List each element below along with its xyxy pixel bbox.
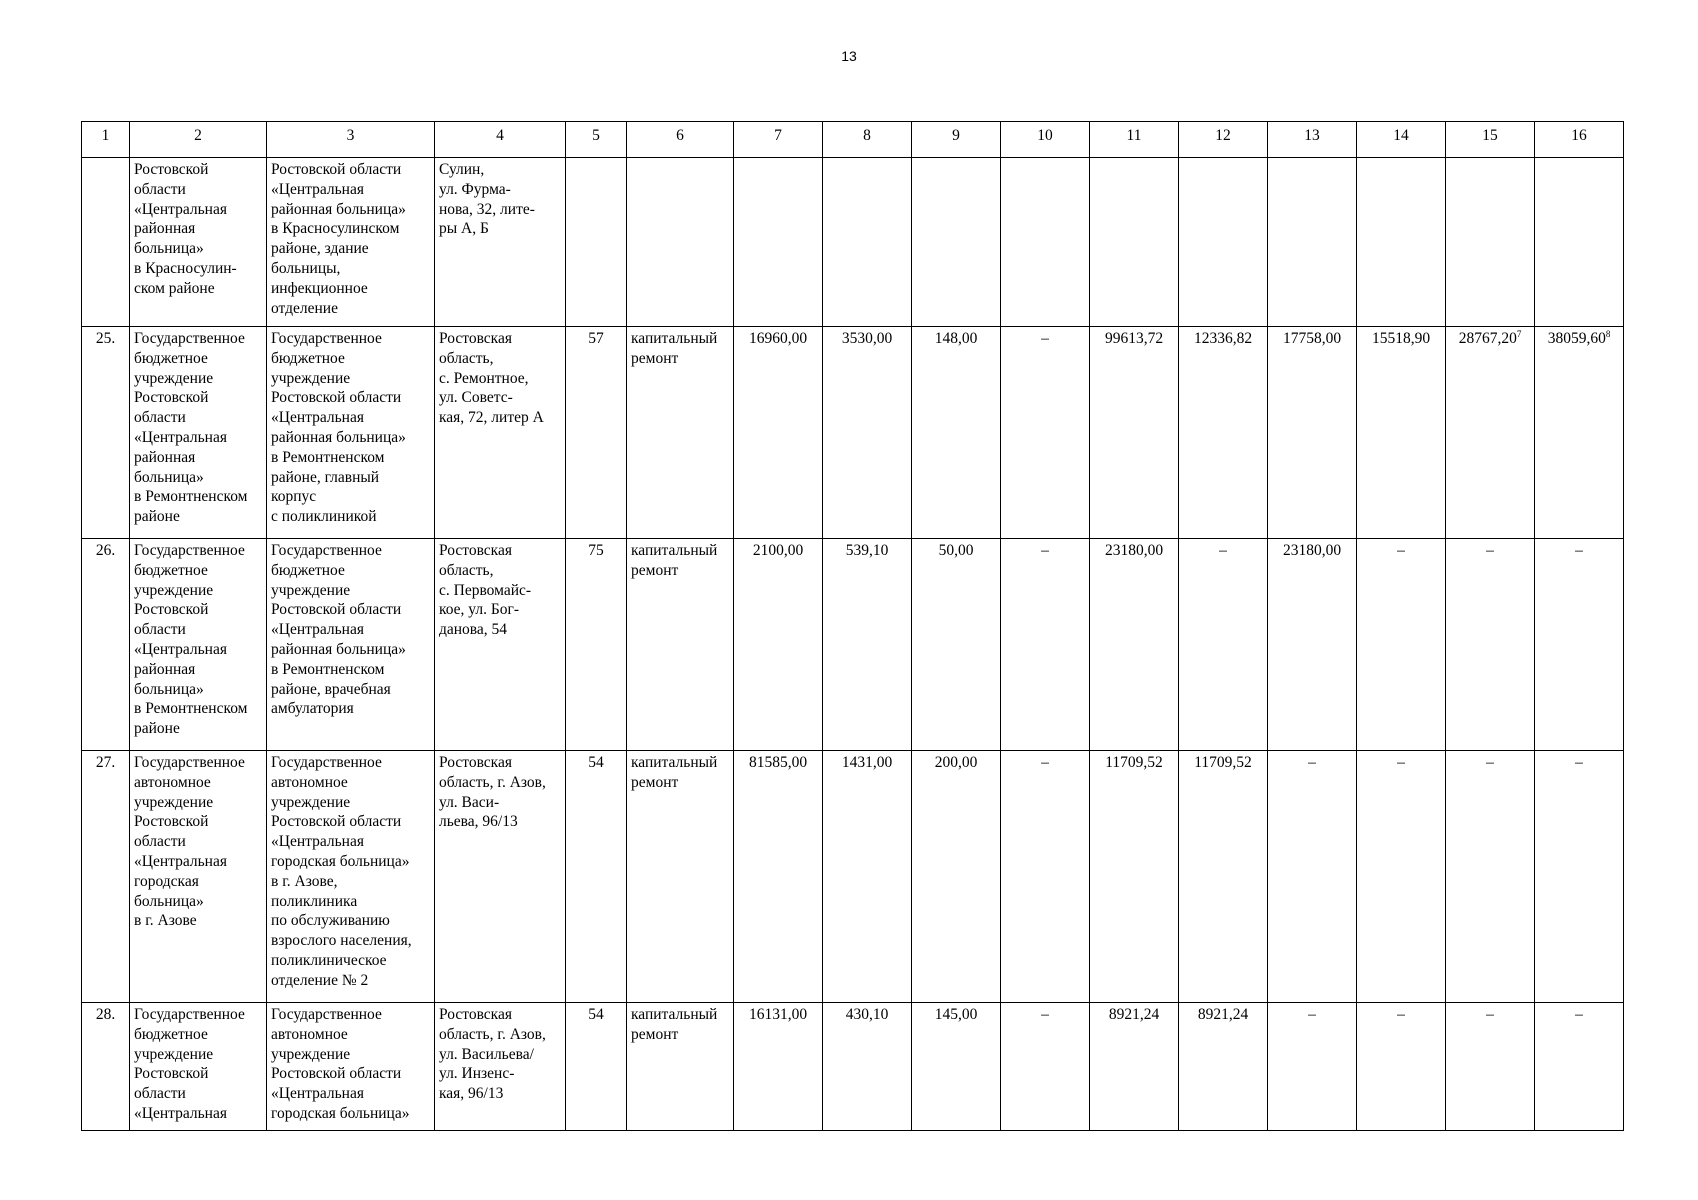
column-header: 11 <box>1090 122 1179 158</box>
row-number <box>82 158 130 327</box>
column-header: 13 <box>1268 122 1357 158</box>
table-row <box>82 158 1624 327</box>
column-header: 9 <box>912 122 1001 158</box>
address-cell: Ростовская область, с. Ремонтное, ул. Советс- кая, 72, литер А <box>435 327 566 539</box>
row-number: 25. <box>82 327 130 539</box>
cell-11: 11709,52 <box>1090 751 1179 1003</box>
cell-15: – <box>1446 751 1535 1003</box>
cell-12: 12336,82 <box>1179 327 1268 539</box>
cell-6: капитальный ремонт <box>627 751 734 1003</box>
address-cell: Ростовская область, г. Азов, ул. Васильева/ ул. Инзенс- кая, 96/13 <box>435 1003 566 1131</box>
column-header: 8 <box>823 122 912 158</box>
cell-7 <box>734 158 823 327</box>
column-header: 2 <box>130 122 267 158</box>
cell-13: – <box>1268 1003 1357 1131</box>
cell-15: – <box>1446 1003 1535 1131</box>
cell-12: – <box>1179 539 1268 751</box>
column-header: 5 <box>566 122 627 158</box>
cell-13: 17758,00 <box>1268 327 1357 539</box>
cell-15: – <box>1446 539 1535 751</box>
cell-7: 16960,00 <box>734 327 823 539</box>
row-number: 26. <box>82 539 130 751</box>
cell-5 <box>566 158 627 327</box>
cell-6 <box>627 158 734 327</box>
cell-12: 11709,52 <box>1179 751 1268 1003</box>
customer-cell: Государственное бюджетное учреждение Ростовской области «Центральная <box>130 1003 267 1131</box>
cell-10: – <box>1001 327 1090 539</box>
column-header: 3 <box>267 122 435 158</box>
cell-10: – <box>1001 539 1090 751</box>
customer-cell: Ростовской области «Центральная районная больница» в Красносулин- ском районе <box>130 158 267 327</box>
cell-11: 99613,72 <box>1090 327 1179 539</box>
cell-14: – <box>1357 539 1446 751</box>
cell-7: 2100,00 <box>734 539 823 751</box>
cell-10: – <box>1001 1003 1090 1131</box>
footnote-mark: 8 <box>1605 328 1611 339</box>
table-row <box>82 751 1624 1003</box>
cell-6: капитальный ремонт <box>627 327 734 539</box>
object-cell: Государственное автономное учреждение Ростовской области «Центральная городская больница» <box>267 1003 435 1131</box>
cell-14 <box>1357 158 1446 327</box>
cell-14: – <box>1357 1003 1446 1131</box>
cell-8: 3530,00 <box>823 327 912 539</box>
column-header: 6 <box>627 122 734 158</box>
cell-7: 81585,00 <box>734 751 823 1003</box>
cell-16: – <box>1535 751 1624 1003</box>
table-row <box>82 539 1624 751</box>
address-cell: Ростовская область, с. Первомайс- кое, ул. Бог- данова, 54 <box>435 539 566 751</box>
customer-cell: Государственное бюджетное учреждение Ростовской области «Центральная районная больница» в Ремонтненском районе <box>130 327 267 539</box>
cell-16: 38059,60$^8$ <box>1535 327 1624 539</box>
cell-9: 148,00 <box>912 327 1001 539</box>
object-cell: Ростовской области «Центральная районная больница» в Красносулинском районе, здание больницы, инфекционное отделение <box>267 158 435 327</box>
cell-7: 16131,00 <box>734 1003 823 1131</box>
cell-11: 23180,00 <box>1090 539 1179 751</box>
page-number: 13 <box>841 48 857 64</box>
cell-6: капитальный ремонт <box>627 539 734 751</box>
cell-8: 430,10 <box>823 1003 912 1131</box>
cell-12 <box>1179 158 1268 327</box>
cell-8 <box>823 158 912 327</box>
cell-16 <box>1535 158 1624 327</box>
cell-16: – <box>1535 539 1624 751</box>
table-row <box>82 1003 1624 1131</box>
cell-8: 539,10 <box>823 539 912 751</box>
cell-10: – <box>1001 751 1090 1003</box>
cell-12: 8921,24 <box>1179 1003 1268 1131</box>
header-row <box>82 122 1624 158</box>
column-header: 7 <box>734 122 823 158</box>
column-header: 1 <box>82 122 130 158</box>
column-header: 16 <box>1535 122 1624 158</box>
cell-5: 54 <box>566 1003 627 1131</box>
row-number: 28. <box>82 1003 130 1131</box>
cell-10 <box>1001 158 1090 327</box>
address-cell: Ростовская область, г. Азов, ул. Васи- льева, 96/13 <box>435 751 566 1003</box>
customer-cell: Государственное бюджетное учреждение Ростовской области «Центральная районная больница» в Ремонтненском районе <box>130 539 267 751</box>
column-header: 4 <box>435 122 566 158</box>
footnote-mark: 7 <box>1516 328 1522 339</box>
cell-16: – <box>1535 1003 1624 1131</box>
cell-9: 145,00 <box>912 1003 1001 1131</box>
cell-14: – <box>1357 751 1446 1003</box>
column-header: 12 <box>1179 122 1268 158</box>
table-row <box>82 327 1624 539</box>
cell-11 <box>1090 158 1179 327</box>
cell-14: 15518,90 <box>1357 327 1446 539</box>
column-header: 10 <box>1001 122 1090 158</box>
cell-9 <box>912 158 1001 327</box>
cell-11: 8921,24 <box>1090 1003 1179 1131</box>
object-cell: Государственное автономное учреждение Ростовской области «Центральная городская больница» в г. Азове, поликлиника по обслуживанию взрослого населения, поликлиническое отделение № 2 <box>267 751 435 1003</box>
cell-15 <box>1446 158 1535 327</box>
row-number: 27. <box>82 751 130 1003</box>
object-cell: Государственное бюджетное учреждение Ростовской области «Центральная районная больница» в Ремонтненском районе, врачебная амбулатория <box>267 539 435 751</box>
cell-5: 57 <box>566 327 627 539</box>
cell-5: 75 <box>566 539 627 751</box>
register-table <box>81 121 1624 1131</box>
cell-13: 23180,00 <box>1268 539 1357 751</box>
object-cell: Государственное бюджетное учреждение Ростовской области «Центральная районная больница» в Ремонтненском районе, главный корпус с поликлиникой <box>267 327 435 539</box>
column-header: 15 <box>1446 122 1535 158</box>
customer-cell: Государственное автономное учреждение Ростовской области «Центральная городская больница» в г. Азове <box>130 751 267 1003</box>
cell-13 <box>1268 158 1357 327</box>
cell-15: 28767,20$^7$ <box>1446 327 1535 539</box>
cell-9: 200,00 <box>912 751 1001 1003</box>
column-header: 14 <box>1357 122 1446 158</box>
cell-8: 1431,00 <box>823 751 912 1003</box>
address-cell: Сулин, ул. Фурма- нова, 32, лите- ры А, Б <box>435 158 566 327</box>
cell-6: капитальный ремонт <box>627 1003 734 1131</box>
cell-13: – <box>1268 751 1357 1003</box>
cell-5: 54 <box>566 751 627 1003</box>
cell-9: 50,00 <box>912 539 1001 751</box>
